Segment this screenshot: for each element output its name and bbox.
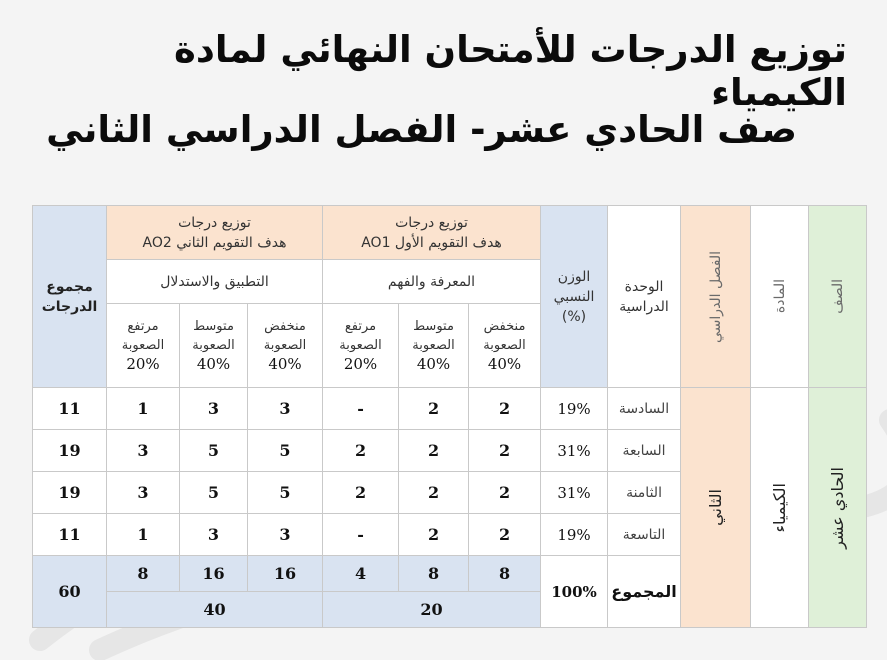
weight-cell: 19% xyxy=(541,514,608,556)
ao1-high-cell: - xyxy=(323,388,399,430)
page-subtitle: صف الحادي عشر- الفصل الدراسي الثاني xyxy=(46,108,797,151)
ao2-high-cell: 1 xyxy=(107,514,180,556)
ao1-low-cell: 2 xyxy=(469,514,541,556)
unit-cell: السادسة xyxy=(608,388,681,430)
totals-weight: 100% xyxy=(541,556,608,628)
ao1-mid-cell: 2 xyxy=(399,472,469,514)
ao2-low-cell: 3 xyxy=(248,388,323,430)
unit-cell: الثامنة xyxy=(608,472,681,514)
grade-value: الحادي عشر xyxy=(809,388,867,628)
header-ao1: توزيع درجات هدف التقويم الأول AO1 xyxy=(323,206,541,260)
header-subject: المادة xyxy=(751,206,809,388)
ao1-mid-cell: 2 xyxy=(399,430,469,472)
header-ao1-low: منخفض الصعوبة 40% xyxy=(469,304,541,388)
unit-cell: التاسعة xyxy=(608,514,681,556)
table-row xyxy=(33,388,867,430)
totals-label: المجموع xyxy=(608,556,681,628)
totals-ao2-high: 8 xyxy=(107,556,180,592)
total-cell: 11 xyxy=(33,388,107,430)
weight-cell: 19% xyxy=(541,388,608,430)
ao1-high-cell: 2 xyxy=(323,430,399,472)
grades-distribution-table xyxy=(32,205,867,628)
totals-ao1-mid: 8 xyxy=(399,556,469,592)
totals-ao2-mid: 16 xyxy=(180,556,248,592)
ao2-high-cell: 3 xyxy=(107,430,180,472)
header-grade: الصف xyxy=(809,206,867,388)
ao1-high-cell: 2 xyxy=(323,472,399,514)
page-title: توزيع الدرجات للأمتحان النهائي لمادة الكيمياء xyxy=(174,28,847,114)
header-ao1-mid: متوسط الصعوبة 40% xyxy=(399,304,469,388)
ao2-mid-cell: 5 xyxy=(180,430,248,472)
header-ao1-high: مرتفع الصعوبة 20% xyxy=(323,304,399,388)
header-semester: الفصل الدراسي xyxy=(681,206,751,388)
header-ao2: توزيع درجات هدف التقويم الثاني AO2 xyxy=(107,206,323,260)
header-weight: الوزن النسبي (%) xyxy=(541,206,608,388)
ao2-low-cell: 3 xyxy=(248,514,323,556)
weight-cell: 31% xyxy=(541,430,608,472)
ao2-sum: 40 xyxy=(107,592,323,628)
ao2-low-cell: 5 xyxy=(248,472,323,514)
header-row-1 xyxy=(33,206,867,260)
unit-cell: السابعة xyxy=(608,430,681,472)
totals-ao1-high: 4 xyxy=(323,556,399,592)
header-ao1-domain: المعرفة والفهم xyxy=(323,260,541,304)
ao1-mid-cell: 2 xyxy=(399,388,469,430)
grand-total: 60 xyxy=(33,556,107,628)
total-cell: 19 xyxy=(33,430,107,472)
ao1-low-cell: 2 xyxy=(469,472,541,514)
subject-value: الكيمياء xyxy=(751,388,809,628)
ao1-mid-cell: 2 xyxy=(399,514,469,556)
ao2-mid-cell: 3 xyxy=(180,388,248,430)
ao1-high-cell: - xyxy=(323,514,399,556)
totals-ao2-low: 16 xyxy=(248,556,323,592)
ao1-low-cell: 2 xyxy=(469,388,541,430)
total-cell: 11 xyxy=(33,514,107,556)
header-ao2-mid: متوسط الصعوبة 40% xyxy=(180,304,248,388)
weight-cell: 31% xyxy=(541,472,608,514)
ao2-mid-cell: 5 xyxy=(180,472,248,514)
header-ao2-domain: التطبيق والاستدلال xyxy=(107,260,323,304)
ao2-high-cell: 1 xyxy=(107,388,180,430)
header-total: مجموع الدرجات xyxy=(33,206,107,388)
header-ao2-high: مرتفع الصعوبة 20% xyxy=(107,304,180,388)
ao1-sum: 20 xyxy=(323,592,541,628)
semester-value: الثاني xyxy=(681,388,751,628)
header-ao2-low: منخفض الصعوبة 40% xyxy=(248,304,323,388)
ao2-low-cell: 5 xyxy=(248,430,323,472)
ao2-high-cell: 3 xyxy=(107,472,180,514)
ao1-low-cell: 2 xyxy=(469,430,541,472)
ao2-mid-cell: 3 xyxy=(180,514,248,556)
total-cell: 19 xyxy=(33,472,107,514)
totals-ao1-low: 8 xyxy=(469,556,541,592)
header-unit: الوحدة الدراسية xyxy=(608,206,681,388)
